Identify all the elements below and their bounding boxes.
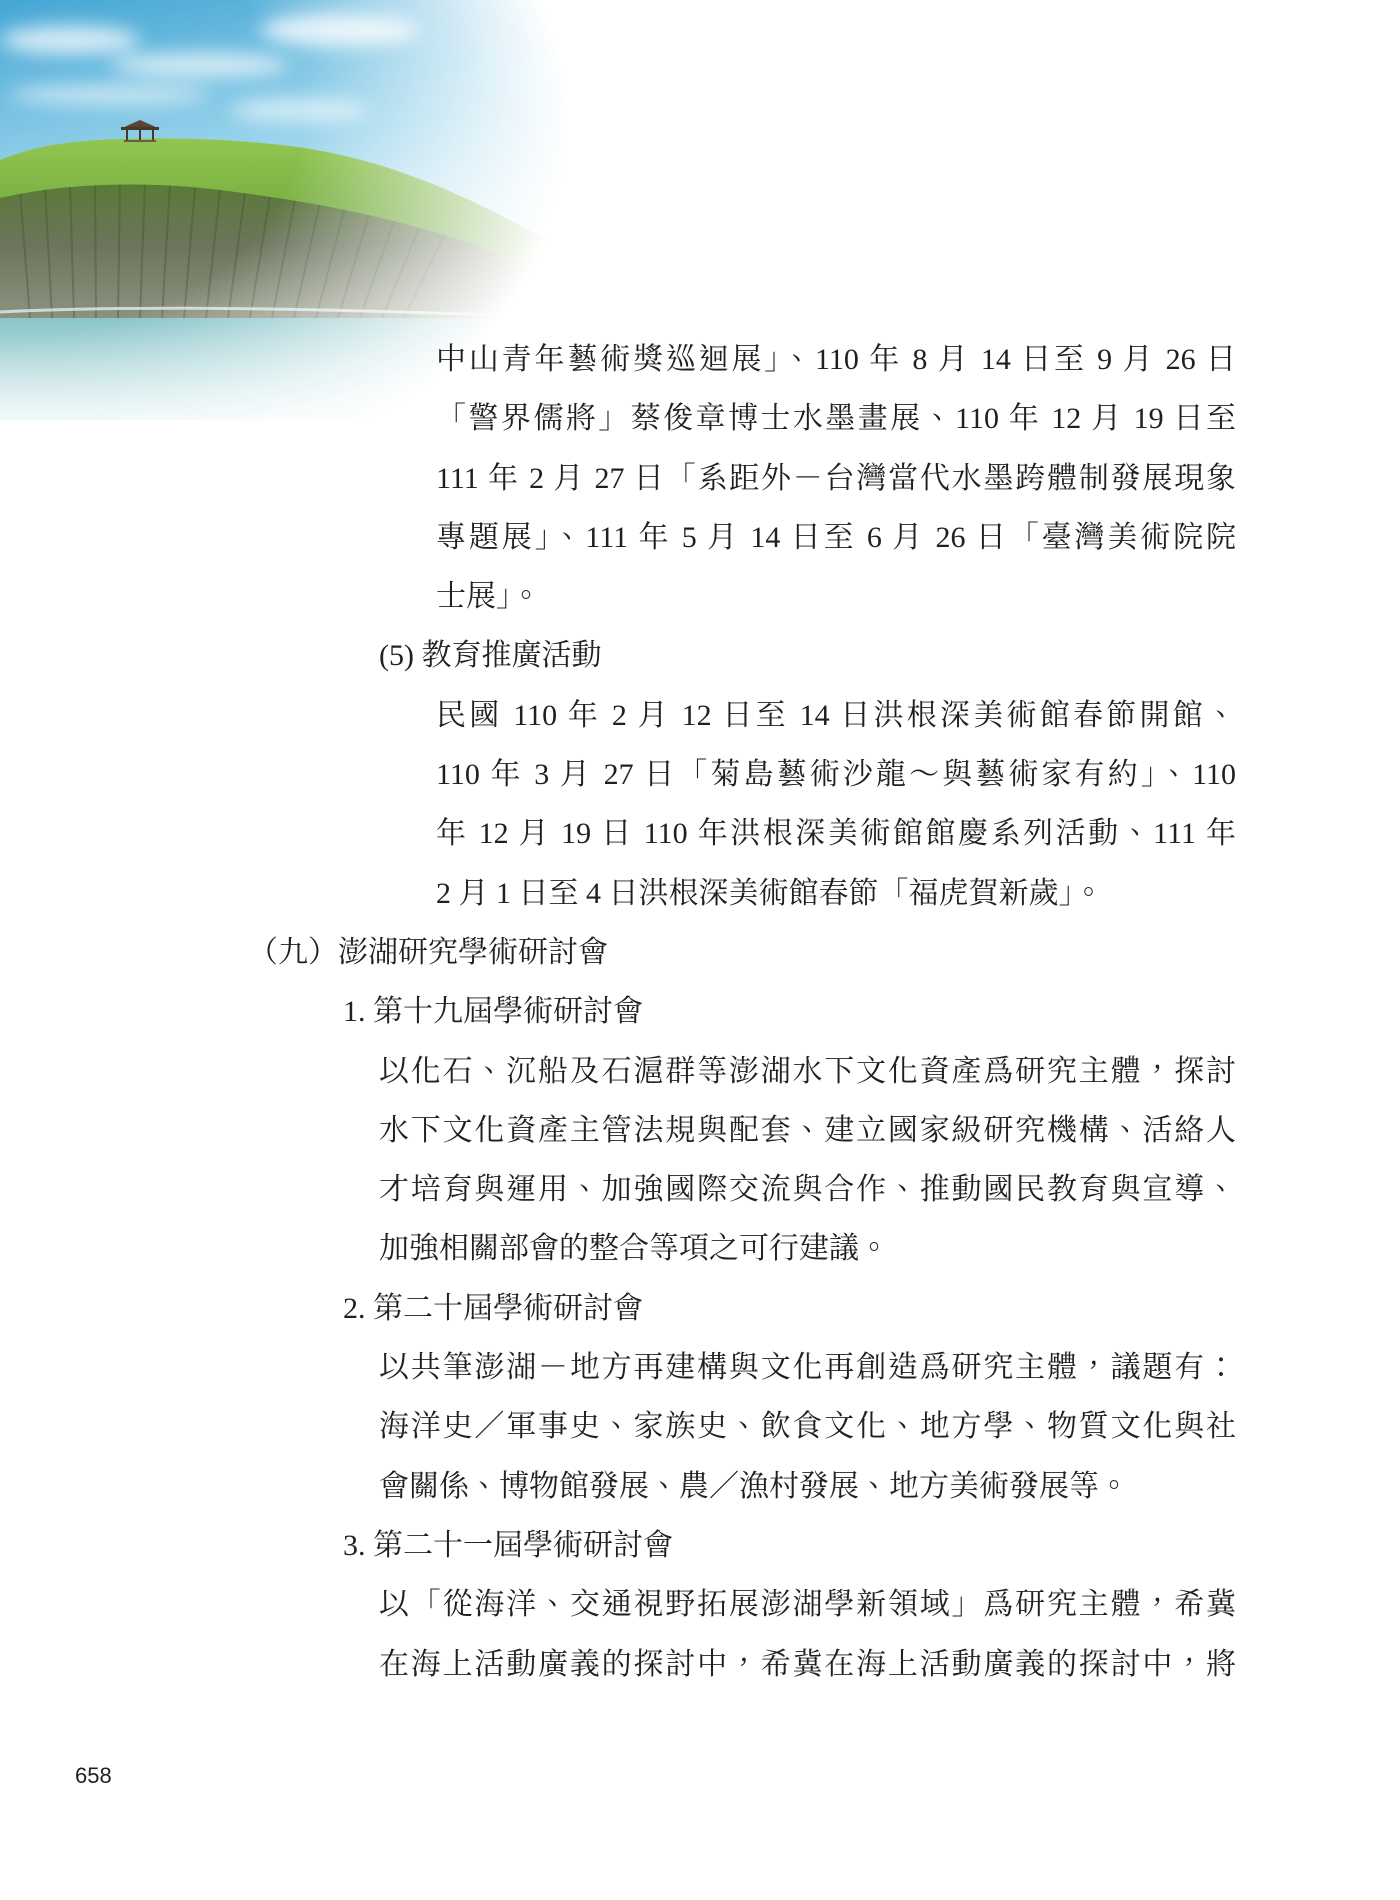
text-line: 中山青年藝術獎巡迴展」、110 年 8 月 14 日至 9 月 26 日 bbox=[436, 343, 1236, 376]
seminar-item bbox=[0, 1516, 1400, 1694]
text-line: 以化石、沉船及石滬群等澎湖水下文化資產爲研究主體，探討 bbox=[379, 1054, 1236, 1088]
text-line: 年 12 月 19 日 110 年洪根深美術館館慶系列活動、111 年 bbox=[436, 817, 1236, 851]
seminar-item bbox=[0, 982, 1400, 1278]
text-line: 水下文化資產主管法規與配套、建立國家級研究機構、活絡人 bbox=[379, 1113, 1236, 1147]
text-line: 「警界儒將」蔡俊章博士水墨畫展、110 年 12 月 19 日至 bbox=[436, 402, 1236, 436]
text-line: 專題展」、111 年 5 月 14 日至 6 月 26 日「臺灣美術院院 bbox=[436, 520, 1236, 554]
text-line: 才培育與運用、加強國際交流與合作、推動國民教育與宣導、 bbox=[379, 1173, 1236, 1207]
exhibitions-paragraph bbox=[0, 330, 1400, 626]
page-number: 658 bbox=[75, 1763, 112, 1788]
seminar-item bbox=[0, 1279, 1400, 1516]
item-heading: 2. 第二十屆學術研討會 bbox=[343, 1291, 643, 1325]
seminars-section bbox=[0, 923, 1400, 1694]
text-line: 海洋史／軍事史、家族史、飲食文化、地方學、物質文化與社 bbox=[379, 1410, 1236, 1444]
section-heading: （九）澎湖研究學術研討會 bbox=[248, 935, 608, 969]
text-line: 110 年 3 月 27 日「菊島藝術沙龍～與藝術家有約」、110 bbox=[436, 758, 1236, 792]
item-heading: 3. 第二十一屆學術研討會 bbox=[343, 1528, 673, 1562]
text-line: 民國 110 年 2 月 12 日至 14 日洪根深美術館春節開館、 bbox=[436, 698, 1236, 732]
text-line: 加強相關部會的整合等項之可行建議。 bbox=[379, 1232, 889, 1266]
text-line: 以「從海洋、交通視野拓展澎湖學新領域」爲研究主體，希冀 bbox=[379, 1588, 1236, 1622]
subsection-heading: (5) 教育推廣活動 bbox=[379, 639, 602, 673]
text-line: 會關係、博物館發展、農／漁村發展、地方美術發展等。 bbox=[379, 1469, 1129, 1503]
text-line: 以共筆澎湖－地方再建構與文化再創造爲研究主體，議題有： bbox=[379, 1351, 1236, 1385]
document-body bbox=[0, 330, 1400, 1694]
text-line: 在海上活動廣義的探討中，希冀在海上活動廣義的探討中，將 bbox=[379, 1647, 1236, 1681]
text-line: 2 月 1 日至 4 日洪根深美術館春節「福虎賀新歲」。 bbox=[436, 876, 1104, 910]
text-line: 士展」。 bbox=[436, 580, 541, 614]
education-section bbox=[0, 626, 1400, 922]
text-line: 111 年 2 月 27 日「系距外－台灣當代水墨跨體制發展現象 bbox=[436, 461, 1236, 495]
item-heading: 1. 第十九屆學術研討會 bbox=[343, 995, 643, 1029]
